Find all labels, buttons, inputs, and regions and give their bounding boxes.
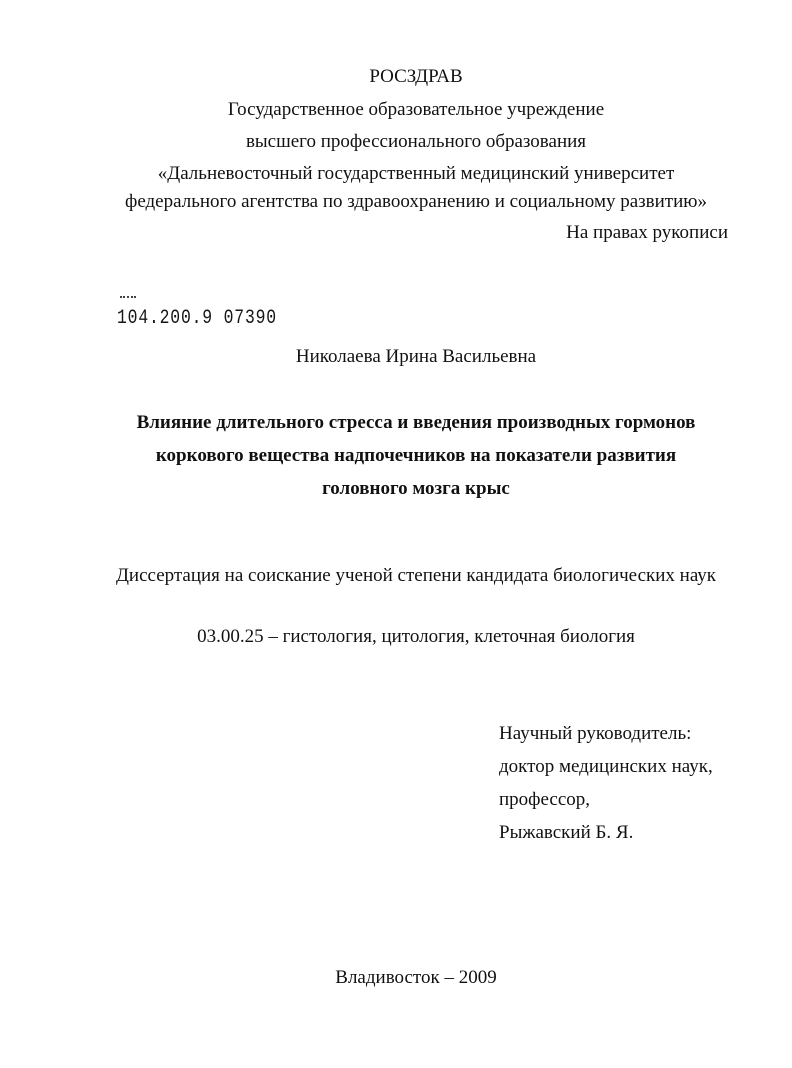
supervisor-rank: профессор,	[499, 789, 591, 810]
institution-line-2: высшего профессионального образования	[245, 131, 587, 152]
stamp-mark	[120, 296, 136, 300]
manuscript-rights-note: На правах рукописи	[566, 222, 728, 243]
supervisor-block	[499, 717, 713, 849]
dissertation-title	[0, 406, 792, 505]
institution-line-1: Государственное образовательное учреждение	[227, 99, 605, 120]
title-line-1: Влияние длительного стресса и введения производных гормонов	[136, 412, 696, 433]
registration-stamp-number: 104.200.9 07390	[117, 307, 277, 330]
author-name: Николаева Ирина Васильевна	[295, 346, 537, 367]
title-line-3: головного мозга крыс	[322, 478, 510, 499]
city-year: Владивосток – 2009	[335, 967, 497, 988]
org-short-name: РОСЗДРАВ	[369, 66, 463, 87]
institution-line-3: «Дальневосточный государственный медицинский университет	[157, 163, 675, 184]
supervisor-name: Рыжавский Б. Я.	[499, 822, 634, 843]
title-line-2: коркового вещества надпочечников на показатели развития	[155, 445, 677, 466]
supervisor-degree: доктор медицинских наук,	[499, 756, 713, 777]
degree-statement: Диссертация на соискание ученой степени кандидата биологических наук	[115, 565, 717, 586]
institution-line-4: федерального агентства по здравоохранению и социальному развитию»	[125, 191, 707, 212]
supervisor-label: Научный руководитель:	[499, 723, 692, 744]
specialty-code: 03.00.25 – гистология, цитология, клеточная биология	[197, 626, 635, 647]
